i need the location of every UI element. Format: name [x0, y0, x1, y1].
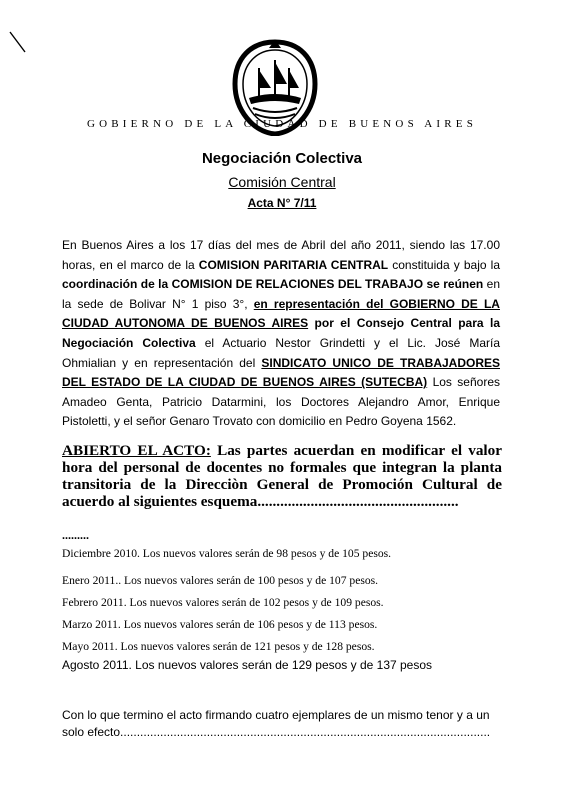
body-bold-2: coordinación de la COMISION DE RELACIONES DEL TRABAJO se reúnen [62, 277, 484, 292]
agreement-paragraph [62, 442, 502, 510]
body-bold-4: por el Consejo Central para la Negociación Colectiva [62, 316, 500, 350]
agreement-lead: ABIERTO EL ACTO: [62, 442, 211, 459]
opening-paragraph [62, 236, 500, 432]
value-line: Agosto 2011. Los nuevos valores serán de 129 pesos y de 137 pesos [62, 658, 433, 672]
value-line: Diciembre 2010. Los nuevos valores serán de 98 pesos y de 105 pesos. [62, 547, 392, 560]
acta-text: Acta N° 7/11 [247, 196, 317, 210]
body-text-5: el Actuario Nestor Grindetti y el Lic. José María Ohmialian y en representación del [62, 335, 501, 370]
body-text-2: constituida y bajo la [388, 257, 500, 272]
pen-mark [8, 30, 28, 54]
body-text-3: en la sede de Bolivar N° 1 piso 3°, [62, 277, 500, 311]
document-subtitle [0, 174, 564, 190]
value-line: Enero 2011.. Los nuevos valores serán de 100 pesos y de 107 pesos. [62, 574, 379, 587]
acta-number [0, 196, 564, 210]
closing-paragraph: Con lo que termino el acto firmando cuatro ejemplares de un mismo tenor y a un solo efecto............................................................................................................... [62, 708, 491, 739]
agreement-dots: ......... [62, 528, 89, 542]
government-header: GOBIERNO DE LA CIUDAD DE BUENOS AIRES [86, 118, 478, 130]
body-bold-5: SINDICATO UNICO DE TRABAJADORES DEL ESTADO DE LA CIUDAD DE BUENOS AIRES (SUTECBA) [62, 355, 500, 390]
value-line: Febrero 2011. Los nuevos valores serán de 102 pesos y de 109 pesos. [62, 596, 384, 609]
body-bold-1: COMISION PARITARIA CENTRAL [198, 257, 389, 272]
value-line: Mayo 2011. Los nuevos valores serán de 121 pesos y de 128 pesos. [62, 640, 375, 653]
body-text-6: Los señores Amadeo Genta, Patricio Datarmini, los Doctores Alejandro Amor, Enrique Pistoletti, y el señor Genaro Trovato con domicilio en Pedro Goyena 1562. [62, 375, 500, 429]
body-bold-3: en representación del GOBIERNO DE LA CIUDAD AUTONOMA DE BUENOS AIRES [62, 296, 500, 331]
agreement-text: Las partes acuerdan en modificar el valor hora del personal de docentes no formales que integran la planta transitoria de la Direcciòn General de Promoción Cultural de acuerdo al siguientes esquema..................................................... [62, 442, 502, 510]
subtitle-text: Comisión Central [228, 174, 336, 190]
value-line: Marzo 2011. Los nuevos valores serán de 106 pesos y de 113 pesos. [62, 618, 378, 631]
document-title: Negociación Colectiva [201, 150, 363, 167]
body-text-1: En Buenos Aires a los 17 días del mes de Abril del año 2011, siendo las 17.00 horas, en el marco de la [62, 238, 500, 272]
